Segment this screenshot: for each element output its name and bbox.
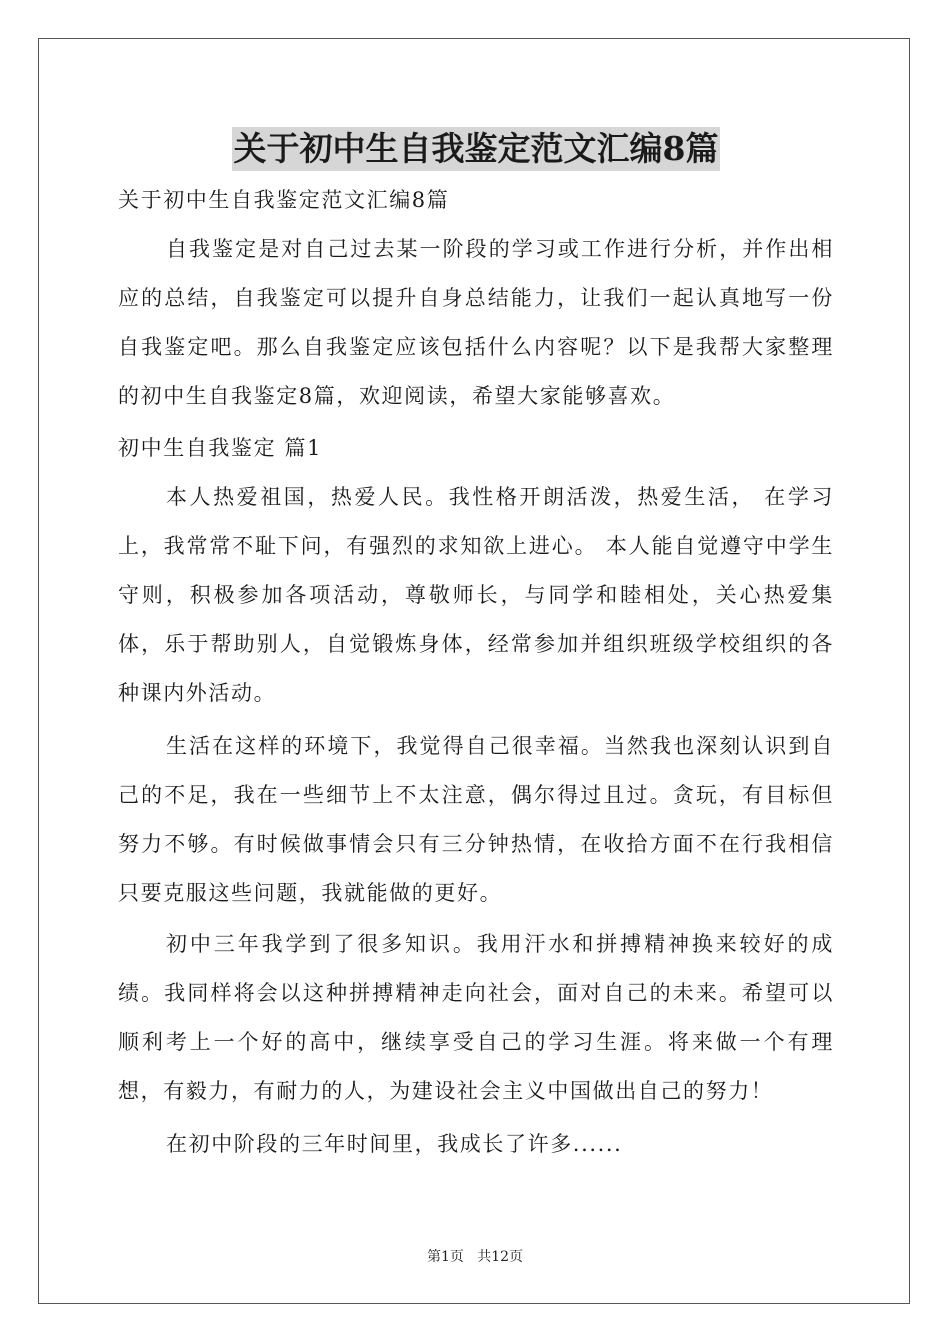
intro-paragraph: 自我鉴定是对自己过去某一阶段的学习或工作进行分析，并作出相应的总结，自我鉴定可以提升自身总结能力，让我们一起认真地写一份自我鉴定吧。那么自我鉴定应该包括什么内容呢？以下是我帮大家整理的初中生自我鉴定8篇，欢迎阅读，希望大家能够喜欢。	[118, 237, 834, 408]
document-title: 关于初中生自我鉴定范文汇编8篇	[232, 127, 721, 171]
body-paragraph-3: 初中三年我学到了很多知识。我用汗水和拼搏精神换来较好的成绩。我同样将会以这种拼搏精神走向社会，面对自己的未来。希望可以顺利考上一个好的高中，继续享受自己的学习生涯。将来做一个有理想，有毅力，有耐力的人，为建设社会主义中国做出自己的努力！	[118, 932, 834, 1103]
body-paragraph-2: 生活在这样的环境下，我觉得自己很幸福。当然我也深刻认识到自己的不足，我在一些细节上不太注意，偶尔得过且过。贪玩，有目标但努力不够。有时候做事情会只有三分钟热情，在收拾方面不在行我相信只要克服这些问题，我就能做的更好。	[118, 734, 834, 905]
body-paragraph-4: 在初中阶段的三年时间里，我成长了许多......	[166, 1132, 623, 1156]
title-container	[118, 127, 834, 171]
document-subtitle: 关于初中生自我鉴定范文汇编8篇	[118, 188, 450, 212]
page-footer: 第1页 共12页	[426, 1249, 524, 1265]
section-heading: 初中生自我鉴定 篇1	[118, 436, 323, 460]
body-paragraph-1: 本人热爱祖国，热爱人民。我性格开朗活泼，热爱生活， 在学习上，我常常不耻下问，有强烈的求知欲上进心。 本人能自觉遵守中学生守则，积极参加各项活动，尊敬师长，与同学和睦相处，关心热爱集体，乐于帮助别人，自觉锻炼身体，经常参加并组织班级学校组织的各种课内外活动。	[118, 485, 834, 705]
